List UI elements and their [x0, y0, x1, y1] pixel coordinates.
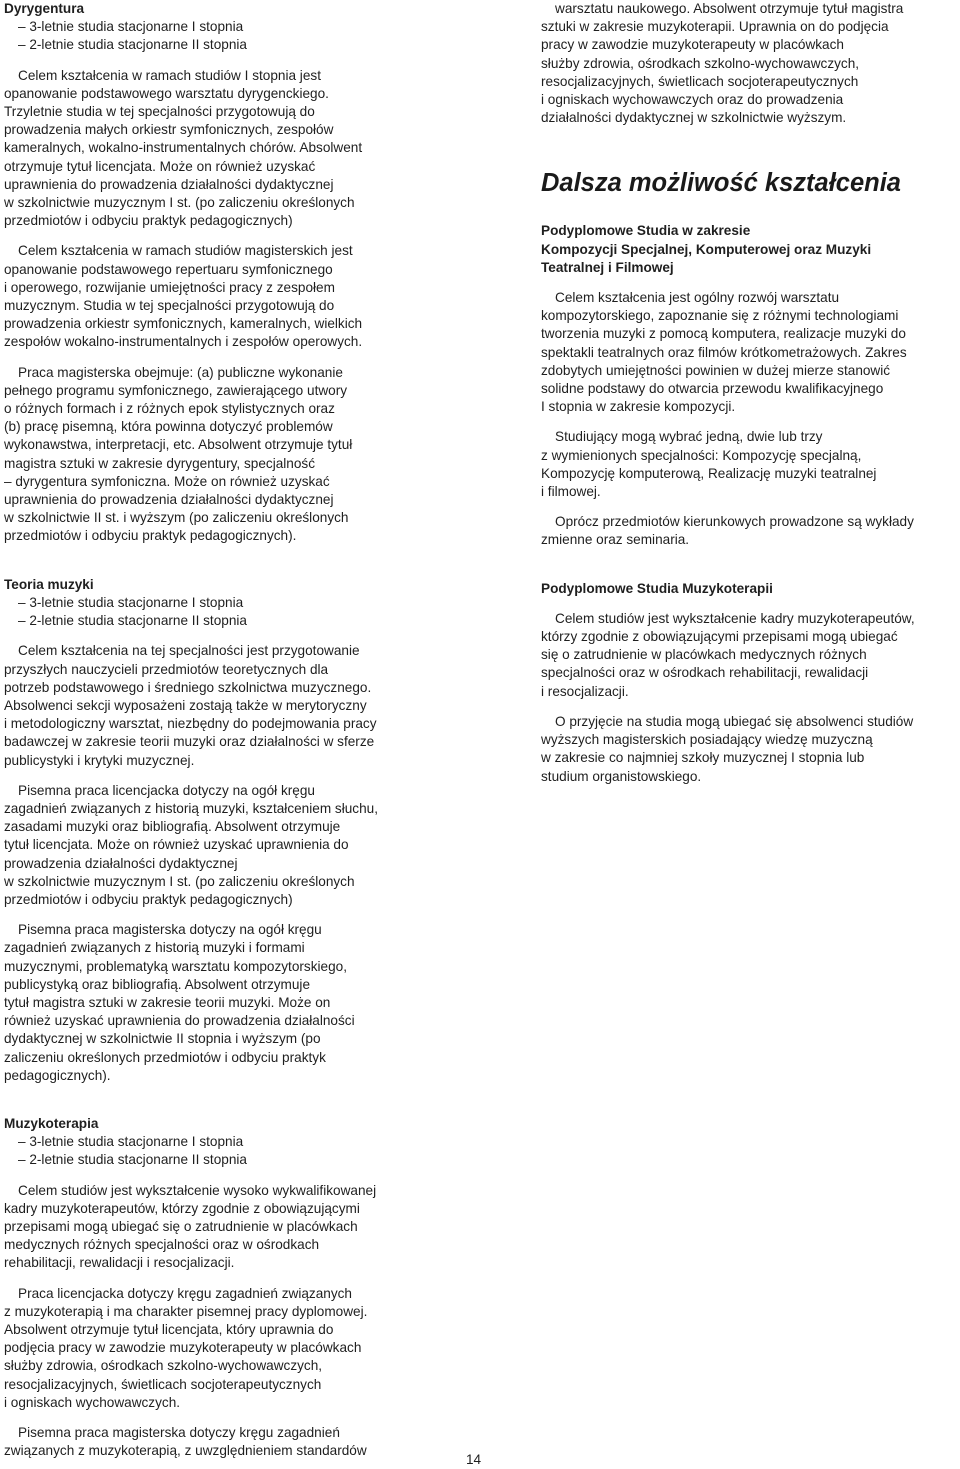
text-line: którzy zgodnie z obowiązującymi przepisami mogą ubiegać	[541, 629, 898, 645]
text-line: zasadami muzyki oraz bibliografią. Absolwent otrzymuje	[4, 819, 341, 835]
text-line: zmienne oraz seminaria.	[541, 532, 690, 548]
section-teoria-muzyki	[4, 576, 424, 1085]
text-line: i resocjalizacji.	[541, 683, 629, 699]
paragraph	[4, 242, 424, 351]
paragraph	[541, 428, 959, 501]
text-line: Trzyletnie studia w tej specjalności przygotowują do	[4, 104, 315, 120]
text-line: Pisemna praca licencjacka dotyczy na ogół kręgu	[18, 782, 315, 798]
section-heading	[541, 222, 959, 277]
text-line: zespołów wokalno-instrumentalnych i zespołów operowych.	[4, 334, 363, 350]
text-line: kameralnych, wokalno-instrumentalnych chórów. Absolwent	[4, 140, 363, 156]
text-line: potrzeb podstawowego i średniego szkolnictwa muzycznego.	[4, 679, 372, 695]
text-line: opanowanie podstawowego warsztatu dyrygenckiego.	[4, 85, 329, 101]
section-heading: Muzykoterapia	[4, 1115, 99, 1131]
section-podyplomowe-kompozycja	[541, 222, 959, 549]
text-line: pedagogicznych).	[4, 1067, 111, 1083]
text-line: Kompozycji Specjalnej, Komputerowej oraz Muzyki	[541, 241, 872, 257]
text-line: przedmiotów i odbyciu praktyk pedagogicznych).	[4, 528, 297, 544]
text-line: przedmiotów i odbyciu praktyk pedagogicznych)	[4, 891, 293, 907]
text-line: Celem kształcenia w ramach studiów I stopnia jest	[18, 67, 321, 83]
text-line: Podyplomowe Studia w zakresie	[541, 223, 751, 239]
text-line: Celem kształcenia jest ogólny rozwój warsztatu	[555, 290, 840, 306]
text-line: rehabilitacji, rewalidacji i resocjalizacji.	[4, 1255, 235, 1271]
text-line: zagadnień związanych z historią muzyki, kształceniem słuchu,	[4, 800, 378, 816]
text-line: publicystyką oraz bibliografią. Absolwent otrzymuje	[4, 976, 311, 992]
text-line: i metodologiczny warsztat, niezbędny do podejmowania pracy	[4, 716, 377, 732]
text-line: w szkolnictwie muzycznym I st. (po zaliczeniu określonych	[4, 873, 355, 889]
text-line: pełnego programu symfonicznego, zawierającego utwory	[4, 382, 348, 398]
paragraph	[541, 713, 959, 786]
text-line: prowadzenia orkiestr symfonicznych, kameralnych, wielkich	[4, 316, 363, 332]
page-number: 14	[466, 1452, 482, 1467]
text-line: Celem kształcenia na tej specjalności jest przygotowanie	[18, 643, 360, 659]
text-line: I stopnia w zakresie kompozycji.	[541, 399, 736, 415]
paragraph	[4, 921, 424, 1085]
section-heading: Podyplomowe Studia Muzykoterapii	[541, 580, 773, 596]
paragraph	[4, 364, 424, 546]
text-line: muzycznym. Studia w tej specjalności przygotowują do	[4, 298, 335, 314]
study-level-line: – 2-letnie studia stacjonarne II stopnia	[18, 1152, 247, 1168]
text-line: przyszłych nauczycieli przedmiotów teoretycznych dla	[4, 661, 329, 677]
text-line: O przyjęcie na studia mogą ubiegać się absolwenci studiów	[555, 713, 914, 729]
paragraph	[541, 610, 959, 701]
text-line: (b) pracę pisemną, która powinna dotyczyć problemów	[4, 419, 333, 435]
text-line: Praca magisterska obejmuje: (a) publiczne wykonanie	[18, 364, 343, 380]
text-line: uprawnienia do prowadzenia działalności dydaktycznej	[4, 176, 334, 192]
text-line: i filmowej.	[541, 484, 601, 500]
text-line: Celem studiów jest wykształcenie kadry muzykoterapeutów,	[555, 610, 915, 626]
text-line: tytuł magistra sztuki w zakresie teorii muzyki. Może on	[4, 994, 331, 1010]
text-line: przepisami mogą ubiegać się o zatrudnienie w placówkach	[4, 1218, 358, 1234]
text-line: w zakresie co najmniej szkoły muzycznej I stopnia lub	[541, 750, 865, 766]
text-line: przedmiotów i odbyciu praktyk pedagogicznych)	[4, 213, 293, 229]
text-line: z muzykoterapią i ma charakter pisemnej pracy dyplomowej.	[4, 1303, 368, 1319]
text-line: związanych z muzykoterapią, z uwzględnieniem standardów	[4, 1443, 367, 1459]
text-line: i ogniskach wychowawczych oraz do prowadzenia	[541, 92, 844, 108]
section-heading: Teoria muzyki	[4, 576, 94, 592]
text-line: tytuł licencjata. Może on również uzyskać uprawnienia do	[4, 837, 349, 853]
text-line: Oprócz przedmiotów kierunkowych prowadzone są wykłady	[555, 514, 914, 530]
text-line: i ogniskach wychowawczych.	[4, 1394, 181, 1410]
text-line: tworzenia muzyki z pomocą komputera, realizacje muzyki do	[541, 326, 906, 342]
text-line: służby zdrowia, ośrodkach szkolno-wychowawczych,	[541, 55, 860, 71]
text-line: otrzymuje tytuł licencjata. Może on również uzyskać	[4, 158, 316, 174]
text-line: Celem kształcenia w ramach studiów magisterskich jest	[18, 243, 353, 259]
text-line: wyższych magisterskich posiadający wiedzę muzyczną	[541, 732, 873, 748]
text-line: również uzyskać uprawnienia do prowadzenia działalności	[4, 1013, 355, 1029]
text-line: magistra sztuki w zakresie dyrygentury, specjalność	[4, 455, 316, 471]
text-line: warsztatu naukowego. Absolwent otrzymuje tytuł magistra	[555, 1, 904, 16]
continued-paragraph	[541, 0, 959, 127]
paragraph	[4, 67, 424, 231]
text-line: działalności dydaktycznej w szkolnictwie wyższym.	[541, 110, 847, 126]
left-column	[4, 0, 424, 1460]
text-line: się o zatrudnienie w placówkach medycznych różnych	[541, 647, 867, 663]
text-line: prowadzenia działalności dydaktycznej	[4, 855, 238, 871]
text-line: zaliczeniu określonych przedmiotów i odbyciu praktyk	[4, 1049, 326, 1065]
text-line: Celem studiów jest wykształcenie wysoko wykwalifikowanej	[18, 1182, 377, 1198]
paragraph	[541, 289, 959, 416]
text-line: zdobytych umiejętności powinien w dużej mierze stanowić	[541, 362, 891, 378]
text-line: podjęcia pracy w zawodzie muzykoterapeuty w placówkach	[4, 1340, 362, 1356]
paragraph	[4, 1285, 424, 1412]
text-line: w szkolnictwie muzycznym I st. (po zaliczeniu określonych	[4, 195, 355, 211]
text-line: Pisemna praca magisterska dotyczy kręgu zagadnień	[18, 1425, 340, 1441]
text-line: specjalności oraz w ośrodkach rehabilitacji, rewalidacji	[541, 665, 869, 681]
text-line: opanowanie podstawowego repertuaru symfonicznego	[4, 261, 333, 277]
text-line: kompozytorskiego, zapoznanie się z różnymi technologiami	[541, 308, 899, 324]
text-line: zagadnień związanych z historią muzyki i formami	[4, 940, 305, 956]
study-level-line: – 3-letnie studia stacjonarne I stopnia	[18, 594, 244, 610]
text-line: Praca licencjacka dotyczy kręgu zagadnień związanych	[18, 1285, 352, 1301]
text-line: resocjalizacyjnych, świetlicach socjoterapeutycznych	[541, 73, 859, 89]
section-podyplomowe-muzykoterapia	[541, 580, 959, 786]
text-line: Absolwenci sekcji wyposażeni zostają także w merytoryczny	[4, 697, 367, 713]
text-line: sztuki w zakresie muzykoterapii. Uprawnia on do podjęcia	[541, 19, 889, 35]
page-heading: Dalsza możliwość kształcenia	[541, 169, 901, 198]
text-line: kadry muzykoterapeutów, którzy zgodnie z obowiązującymi	[4, 1200, 360, 1216]
section-muzykoterapia	[4, 1115, 424, 1460]
text-line: o różnych formach i z różnych epok stylistycznych oraz	[4, 401, 335, 417]
section-heading: Dyrygentura	[4, 1, 85, 16]
text-line: Studiujący mogą wybrać jedną, dwie lub trzy	[555, 429, 823, 445]
text-line: Kompozycję komputerową, Realizację muzyki teatralnej	[541, 465, 877, 481]
text-line: dydaktycznej w szkolnictwie II stopnia i wyższym (po	[4, 1031, 321, 1047]
text-line: uprawnienia do prowadzenia działalności dydaktycznej	[4, 492, 334, 508]
text-line: Absolwent otrzymuje tytuł licencjata, który uprawnia do	[4, 1322, 334, 1337]
text-line: pracy w zawodzie muzykoterapeuty w placówkach	[541, 37, 844, 53]
study-level-line: – 2-letnie studia stacjonarne II stopnia	[18, 37, 247, 53]
text-line: w szkolnictwie II st. i wyższym (po zaliczeniu określonych	[4, 510, 349, 526]
text-line: – dyrygentura symfoniczna. Może on również uzyskać	[4, 473, 330, 489]
text-line: solidne podstawy do otwarcia przewodu kwalifikacyjnego	[541, 381, 884, 397]
paragraph	[4, 782, 424, 909]
text-line: medycznych różnych specjalności oraz w ośrodkach	[4, 1237, 320, 1253]
study-level-line: – 3-letnie studia stacjonarne I stopnia	[18, 1134, 244, 1150]
paragraph	[4, 642, 424, 769]
text-line: publicystyki i krytyki muzycznej.	[4, 752, 195, 768]
text-line: Pisemna praca magisterska dotyczy na ogół kręgu	[18, 922, 322, 938]
text-line: badawczej w zakresie teorii muzyki oraz działalności w sferze	[4, 734, 375, 750]
study-level-line: – 3-letnie studia stacjonarne I stopnia	[18, 19, 244, 35]
text-line: resocjalizacyjnych, świetlicach socjoterapeutycznych	[4, 1376, 322, 1392]
text-line: muzycznymi, problematyką warsztatu kompozytorskiego,	[4, 958, 347, 974]
text-line: prowadzenia małych orkiestr symfonicznych, zespołów	[4, 122, 334, 138]
paragraph	[4, 1182, 424, 1273]
text-line: i operowego, rozwijanie umiejętności pracy z zespołem	[4, 279, 335, 295]
paragraph	[4, 1424, 424, 1460]
text-line: studium organistowskiego.	[541, 768, 702, 784]
text-line: służby zdrowia, ośrodkach szkolno-wychowawczych,	[4, 1358, 323, 1374]
text-line: Teatralnej i Filmowej	[541, 259, 674, 275]
study-level-line: – 2-letnie studia stacjonarne II stopnia	[18, 613, 247, 629]
right-column	[541, 0, 959, 786]
text-line: wykonawstwa, interpretacji, etc. Absolwent otrzymuje tytuł	[4, 437, 353, 453]
paragraph	[541, 513, 959, 549]
text-line: spektakli teatralnych oraz filmów krótkometrażowych. Zakres	[541, 344, 907, 360]
text-line: z wymienionych specjalności: Kompozycję specjalną,	[541, 447, 862, 463]
section-dyrygentura	[4, 0, 424, 546]
